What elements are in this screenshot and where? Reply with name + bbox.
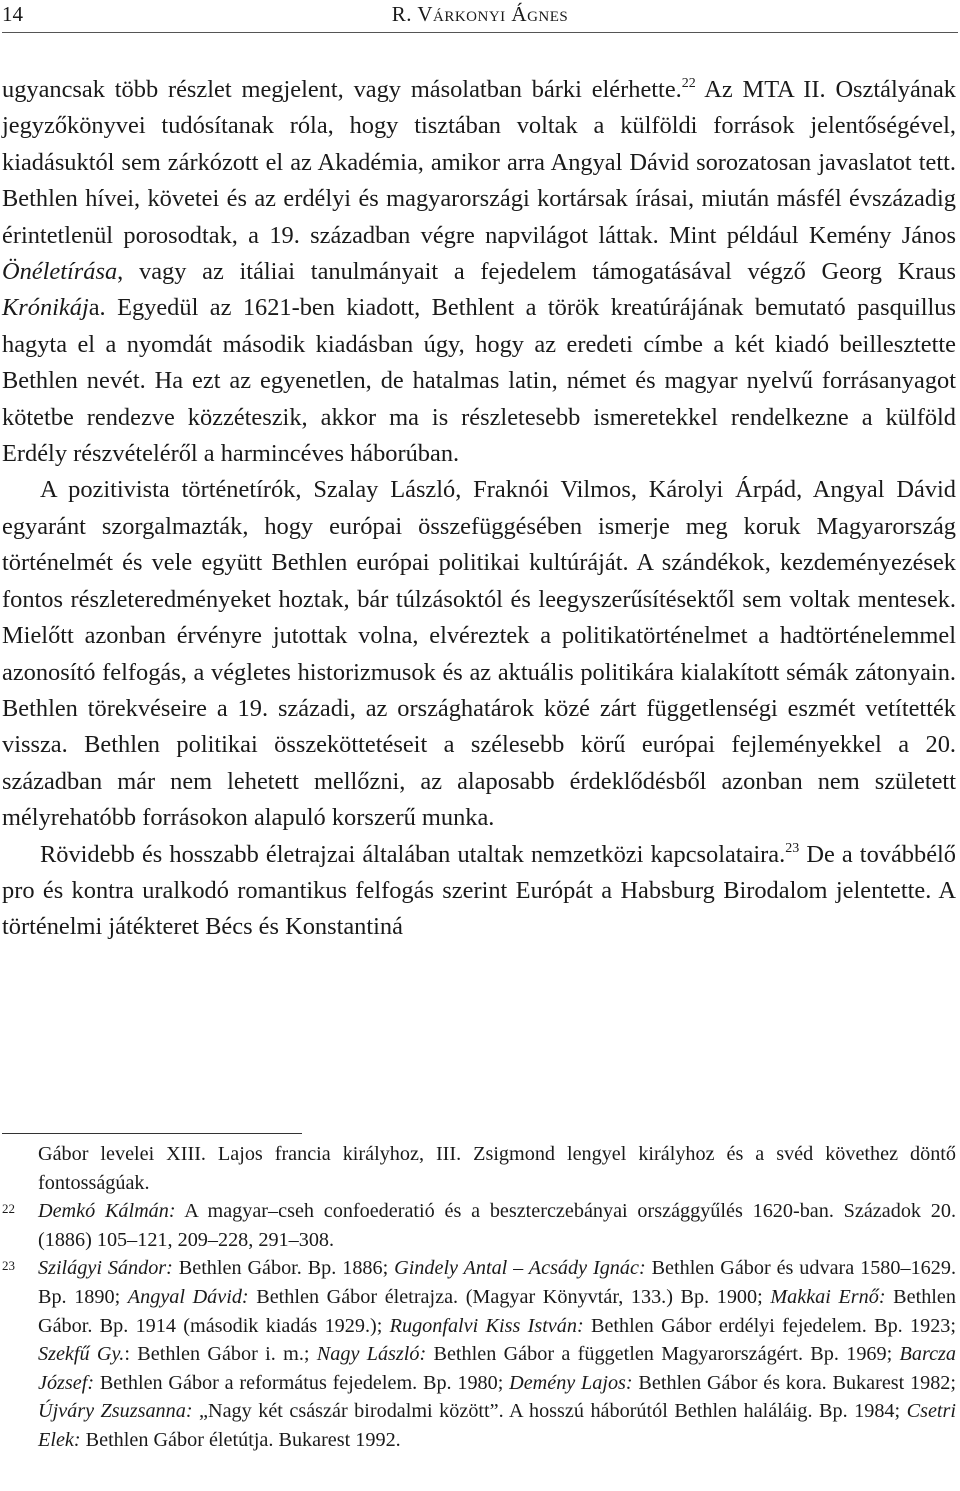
paragraph <box>2 472 956 836</box>
italic-text: Krónikáj <box>2 294 89 322</box>
footnotes <box>2 1140 956 1455</box>
header-rule <box>2 32 958 33</box>
footnote-number: 23 <box>2 1258 15 1274</box>
text-run: Bethlen Gábor. Bp. 1914 (második kiadás 1929.); <box>38 1285 956 1337</box>
page-number: 14 <box>2 2 23 26</box>
footnote-reference: 22 <box>681 76 696 91</box>
text-run: Bethlen Gábor életrajza. (Magyar Könyvtár, 133.) Bp. 1900; <box>248 1285 771 1308</box>
italic-text: Demkó Kálmán: <box>38 1200 176 1223</box>
text-run: , vagy az itáliai tanulmányait a fejedelem támogatásával végző Georg Kraus <box>117 258 956 286</box>
text-run: ugyancsak több részlet megjelent, vagy másolatban bárki elérhette. <box>2 76 682 103</box>
text-run: Bethlen Gábor életútja. Bukarest 1992. <box>80 1428 401 1451</box>
italic-text: Szekfű Gy. <box>38 1343 125 1366</box>
text-run: Gábor levelei XIII. Lajos francia királyhoz, III. Zsigmond lengyel királyhoz és a svéd követhez döntő fontosságúak. <box>38 1143 956 1194</box>
footnote <box>2 1140 956 1197</box>
footnote <box>2 1254 956 1454</box>
italic-text: Angyal Dávid: <box>127 1285 249 1308</box>
text-run: Rövidebb és hosszabb életrajzai általában utaltak nemzetközi kapcsolataira. <box>40 840 786 868</box>
main-text <box>2 72 956 946</box>
footnote-rule <box>2 1133 302 1134</box>
text-run: Az MTA II. Osztályának jegyzőkönyvei tudósítanak róla, hogy tisztában voltak a külföldi források jelentőségével, kiadásuktól sem zárkózott el az Akadémia, amikor arra Angyal Dávid sorozatosan javaslatot tett. Bethlen hívei, követei és az erdélyi és magyarországi kortársak írásai, miután másfél évszázadig érintetlenül porosodtak, a 19. században végre napvilágot láttak. Mint például Kemény János <box>2 76 956 249</box>
text-run: A pozitivista történetírók, Szalay László, Fraknói Vilmos, Károlyi Árpád, Angyal Dávid egyaránt szorgalmazták, hogy európai összefüggésében ismerje meg koruk Magyarország történelmét és vele együtt Bethlen európai politikai kultúráját. A szándékok, kezdeményezések fontos részleteredményeket hoztak, bár túlzásoktól és leegyszerűsítésektől sem voltak mentesek. Mielőtt azonban érvényre jutottak volna, elvéreztek a politikatörténelmet a hadtörténelemmel azonosító felfogás, a végletes historizmusok és az aktuális politikára kialakított sémák zátonyain. Bethlen törekvéseire a 19. századi, az országhatárok közé zárt függetlenségi eszmét vetítették vissza. Bethlen politikai összeköttetéseit a szélesebb körű európai fejleményekkel a 20. században már nem lehetett mellőzni, az alaposabb érdeklődésből azonban nem született mélyrehatóbb forrásokon alapuló korszerű munka. <box>2 476 956 832</box>
footnote <box>2 1197 956 1254</box>
paragraph <box>2 72 956 472</box>
footnote-number: 22 <box>2 1201 15 1217</box>
text-run: Bethlen Gábor. Bp. 1886; <box>172 1257 395 1280</box>
italic-text: Újváry Zsuzsanna: <box>38 1400 193 1423</box>
italic-text: Önéletírása <box>2 258 118 286</box>
italic-text: Nagy László: <box>316 1343 427 1366</box>
running-head: R. Várkonyi Ágnes <box>391 2 569 26</box>
page-header <box>2 2 958 32</box>
italic-text: Gindely Antal – Acsády Ignác: <box>394 1257 646 1280</box>
text-run: A magyar–cseh confoederatió és a beszterczebányai országgyűlés 1620-ban. Századok 20. (1886) 105–121, 209–228, 291–308. <box>38 1200 957 1251</box>
italic-text: Csetri Elek: <box>38 1400 956 1451</box>
italic-text: Rugonfalvi Kiss István: <box>389 1314 584 1337</box>
text-run: Bethlen Gábor a református fejedelem. Bp. 1980; <box>94 1371 510 1394</box>
footnote-reference: 23 <box>785 840 800 856</box>
italic-text: Szilágyi Sándor: <box>38 1257 173 1280</box>
text-run: Bethlen Gábor és kora. Bukarest 1982; <box>632 1371 957 1394</box>
text-run: „Nagy két császár birodalmi között”. A hosszú háborútól Bethlen haláláig. Bp. 1984; <box>192 1400 907 1423</box>
text-run: Bethlen Gábor a független Magyarországért. Bp. 1969; <box>426 1343 900 1366</box>
italic-text: Demény Lajos: <box>509 1371 633 1394</box>
paragraph <box>2 837 956 946</box>
text-run: : Bethlen Gábor i. m.; <box>124 1343 317 1366</box>
text-run: Bethlen Gábor és udvara 1580–1629. Bp. 1890; <box>38 1257 957 1308</box>
text-run: Bethlen Gábor erdélyi fejedelem. Bp. 1923; <box>583 1314 956 1337</box>
text-run: De a továbbélő pro és kontra uralkodó romantikus felfogás szerint Európát a Habsburg Birodalom jelentette. A történelmi játékteret Bécs és Konstantiná <box>2 840 956 941</box>
italic-text: Makkai Ernő: <box>770 1285 886 1308</box>
text-run: a. Egyedül az 1621-ben kiadott, Bethlent a török kreatúrájának bemutató pasquillus hagyta el a nyomdát második kiadásban úgy, hogy az eredeti címbe a két kiadó beillesztette Bethlen nevét. Ha ezt az egyenetlen, de hatalmas latin, német és magyar nyelvű forrásanyagot kötetbe rendezve közzéteszik, akkor ma is részletesebb ismeretekkel rendelkezne a külföld Erdély részvételéről a harmincéves háborúban. <box>2 294 956 468</box>
italic-text: Barcza József: <box>38 1343 956 1394</box>
